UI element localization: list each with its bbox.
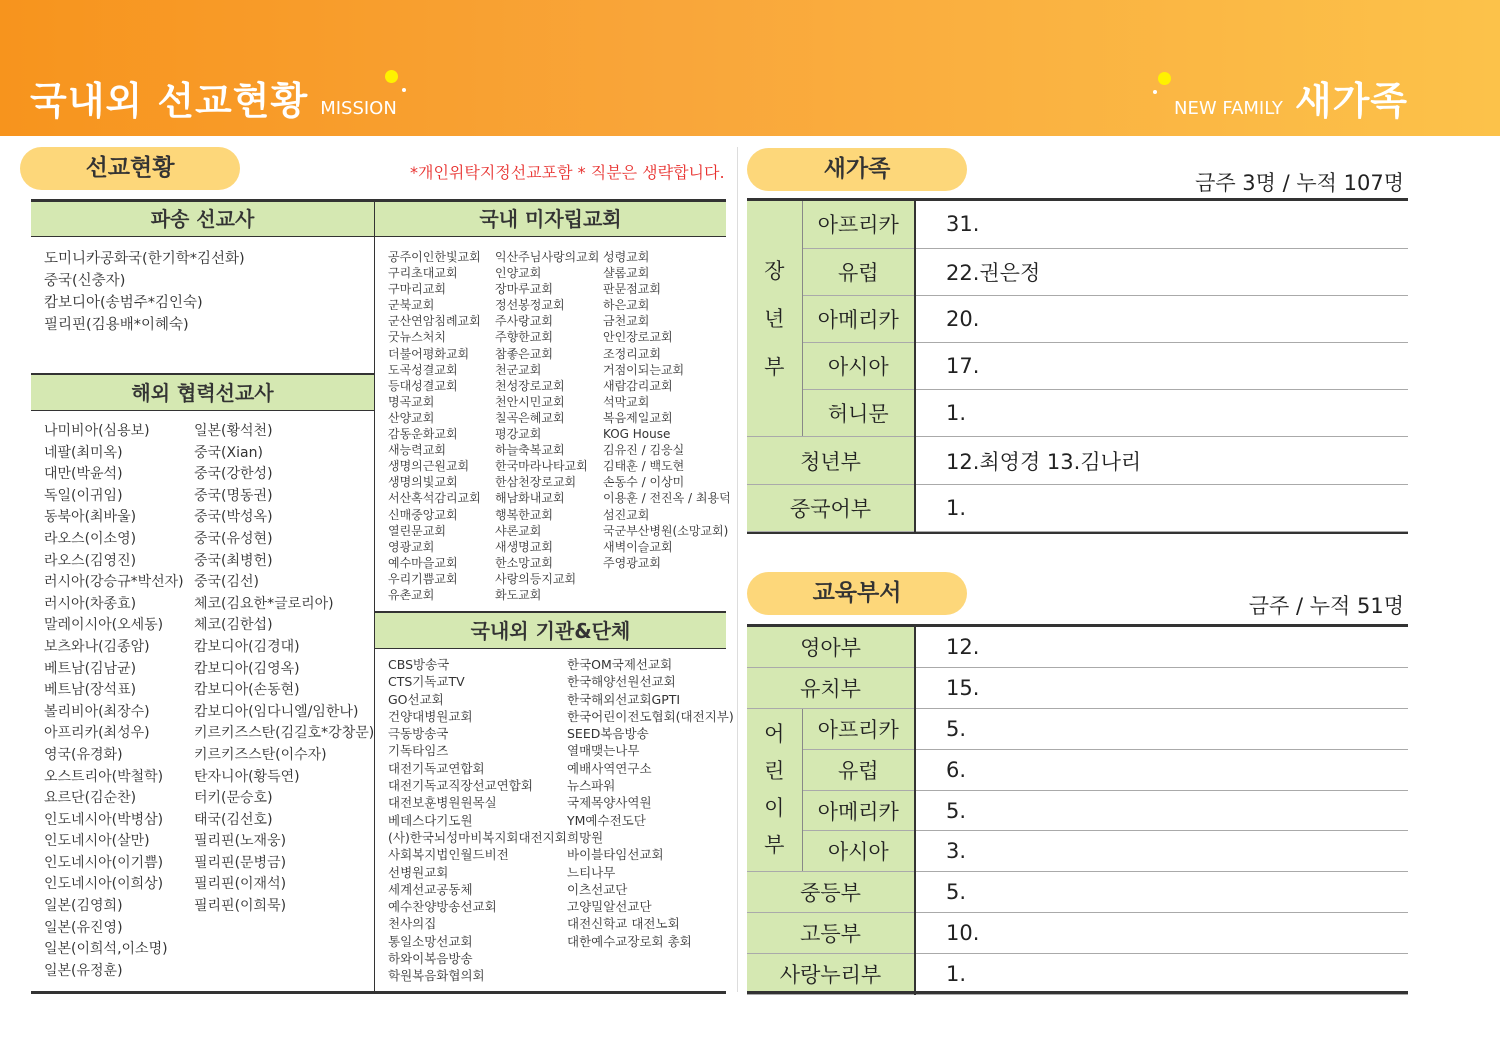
list-item: 인도네시아(이희상) <box>44 876 164 893</box>
list-item: 대전기독교연합회 <box>388 760 485 776</box>
list-item: 대한예수교장로회 총회 <box>567 933 692 949</box>
list-item: 요르단(김순찬) <box>44 790 137 807</box>
row-label: 아시아 <box>802 831 915 872</box>
list-item: 천성장로교회 <box>495 378 565 393</box>
list-item: 일본(김영희) <box>44 898 123 915</box>
list-item: 군북교회 <box>388 298 435 313</box>
list-item: 복음제일교회 <box>603 410 673 425</box>
list-item: 화도교회 <box>495 587 542 602</box>
list-item: 터키(문승호) <box>194 790 273 807</box>
list-item: 러시아(강승규*박선자) <box>44 574 184 591</box>
list-item: 샤론교회 <box>495 523 542 538</box>
list-item: 천사의집 <box>388 916 437 932</box>
list-item: 평강교회 <box>495 427 542 442</box>
list-item: 말레이시아(오세동) <box>44 617 164 634</box>
list-item: 일본(유진영) <box>44 919 123 936</box>
row-label: 중등부 <box>747 872 915 913</box>
row-value: 17. <box>915 343 1408 390</box>
list-item: 일본(이희석,이소명) <box>44 941 168 958</box>
list-item: 주영광교회 <box>603 555 661 570</box>
list-item: 중국(명동권) <box>194 487 273 504</box>
list-item: 신매중앙교회 <box>388 507 458 522</box>
list-item: YM예수전도단 <box>567 812 646 828</box>
row-label: 아메리카 <box>802 295 915 342</box>
newfamily-total: 금주 3명 / 누적 107명 <box>1195 171 1404 195</box>
list-item: 성령교회 <box>603 250 650 264</box>
list-item: 인도네시아(이기쁨) <box>44 854 164 871</box>
list-item: 김유진 / 김응실 <box>603 443 685 458</box>
list-item: 김태훈 / 백도현 <box>603 459 685 474</box>
table-row <box>747 343 1408 390</box>
yellow-dot-icon <box>385 70 398 83</box>
list-item: 탄자니아(황득연) <box>194 768 300 785</box>
row-label: 영아부 <box>747 627 915 668</box>
list-item: 명곡교회 <box>388 394 435 409</box>
list-item: 일본(황석천) <box>194 423 273 439</box>
list-item: GO선교회 <box>388 691 444 707</box>
list-item: 체코(김한섭) <box>194 617 273 634</box>
row-value: 31. <box>915 201 1408 248</box>
list-item: 등대성결교회 <box>388 378 458 393</box>
table-row <box>747 831 1408 872</box>
list-item: 고양밀알선교단 <box>567 899 652 915</box>
list-item: 베트남(장석표) <box>44 682 137 699</box>
list-item: 필리핀(문병금) <box>194 854 287 871</box>
list-item: 한국어린이전도협회(대전지부) <box>567 708 734 724</box>
row-value: 12. <box>915 627 1408 668</box>
list-item: 새생명교회 <box>495 539 553 554</box>
list-item: 건양대병원교회 <box>388 708 473 724</box>
list-item: 대전기독교직장선교연합회 <box>388 778 533 794</box>
list-item: 국군부산병원(소망교회) <box>603 523 729 538</box>
table-row <box>747 709 1408 750</box>
newfamily-pill: 새가족 <box>747 148 967 191</box>
row-value: 15. <box>915 668 1408 709</box>
table-row <box>747 437 1408 484</box>
list-item: 아프리카(최성우) <box>44 725 150 742</box>
table-row <box>747 668 1408 709</box>
list-item: 중국(신충자) <box>44 273 126 289</box>
list-item: 새능력교회 <box>388 443 446 458</box>
row-value: 1. <box>915 390 1408 437</box>
header-right <box>1174 70 1408 125</box>
list-item: 라오스(김영진) <box>44 552 137 569</box>
table-row <box>747 749 1408 790</box>
row-label: 청년부 <box>747 437 915 484</box>
list-item: 하늘축복교회 <box>495 443 565 458</box>
list-item: 필리핀(노재웅) <box>194 833 287 850</box>
row-value: 1. <box>915 484 1408 531</box>
list-item: 캄보디아(임다니엘/임한나) <box>194 703 359 720</box>
table-row <box>747 627 1408 668</box>
list-item: 바이블타임선교회 <box>567 847 664 863</box>
list-item: 국제목양사역원 <box>567 795 652 811</box>
mission-pill: 선교현황 <box>20 147 240 190</box>
list-item: 서산혹석감리교회 <box>388 491 481 506</box>
list-item: 인도네시아(살만) <box>44 833 150 850</box>
list-item: 대만(박윤석) <box>44 466 123 483</box>
list-item: 베데스다기도원 <box>388 812 473 828</box>
table-row <box>747 913 1408 954</box>
list-item: 학원복음화협의회 <box>388 968 485 984</box>
education-bottom-rule <box>747 991 1408 994</box>
list-item: 캄보디아(김경대) <box>194 638 300 655</box>
list-item: 하은교회 <box>603 298 650 313</box>
list-item: 중국(유성현) <box>194 530 273 547</box>
list-item: 구리초대교회 <box>388 266 458 281</box>
newfamily-bottom-rule <box>747 532 1408 534</box>
newfamily-table <box>747 201 1408 532</box>
list-item: 인양교회 <box>495 266 542 281</box>
list-item: 사회복지법인월드비전 <box>388 847 509 863</box>
list-item: CTS기독교TV <box>388 674 465 690</box>
table-row <box>747 484 1408 531</box>
list-item: 손동수 / 이상미 <box>603 475 685 490</box>
list-item: 한국마라나타교회 <box>495 459 588 474</box>
list-item: 새람감리교회 <box>603 378 673 393</box>
list-item: 산양교회 <box>388 410 435 425</box>
row-value: 5. <box>915 709 1408 750</box>
dispatch-list <box>44 248 245 336</box>
list-item: 세계선교공동체 <box>388 881 473 897</box>
row-label: 유럽 <box>802 749 915 790</box>
list-item: 행복한교회 <box>495 507 553 522</box>
list-item: 인도네시아(박병삼) <box>44 811 164 828</box>
domestic-list-2 <box>495 249 599 603</box>
vertical-char: 어 <box>764 722 785 747</box>
table-row <box>747 790 1408 831</box>
list-item: 거점이되는교회 <box>603 362 685 377</box>
list-item: 생명의빛교회 <box>388 475 458 490</box>
row-label: 허니문 <box>802 390 915 437</box>
list-item: 뉴스파워 <box>567 778 616 794</box>
list-item: 캄보디아(김영옥) <box>194 660 300 677</box>
small-dot-icon <box>1153 90 1157 94</box>
list-item: 도미니카공화국(한기학*김선화) <box>44 251 245 267</box>
vertical-char: 린 <box>764 759 785 784</box>
list-item: 키르키즈스탄(이수자) <box>194 746 327 763</box>
row-value: 6. <box>915 749 1408 790</box>
list-item: 동북아(최바울) <box>44 509 137 526</box>
row-label: 유치부 <box>747 668 915 709</box>
list-item: 중국(Xian) <box>194 444 263 461</box>
row-label: 아메리카 <box>802 790 915 831</box>
row-value: 3. <box>915 831 1408 872</box>
row-value: 5. <box>915 790 1408 831</box>
list-item: 금천교회 <box>603 314 650 329</box>
list-item: 캄보디아(송범주*김인숙) <box>44 295 203 311</box>
orgs-list-2 <box>567 656 734 950</box>
list-item: 나미비아(심용보) <box>44 423 150 439</box>
mission-note: *개인위탁지정선교포함 * 직분은 생략합니다. <box>410 163 725 182</box>
vertical-char: 부 <box>764 833 785 858</box>
list-item: 베트남(김남균) <box>44 660 137 677</box>
list-item: 도곡성결교회 <box>388 362 458 377</box>
list-item: 중국(강한성) <box>194 466 273 483</box>
list-item: 군산연암침례교회 <box>388 314 481 329</box>
vertical-char: 년 <box>764 306 785 331</box>
list-item: 필리핀(이재석) <box>194 876 287 893</box>
education-table <box>747 627 1408 995</box>
overseas-list-2 <box>194 421 374 918</box>
list-item: 대전보훈병원원목실 <box>388 795 497 811</box>
domestic-list-3 <box>603 249 731 571</box>
list-item: 정선봉정교회 <box>495 298 565 313</box>
list-item: 새벽이슬교회 <box>603 539 673 554</box>
table-row <box>747 953 1408 994</box>
list-item: 열린문교회 <box>388 523 446 538</box>
list-item: (사)한국뇌성마비복지회대전지회 <box>388 829 567 845</box>
list-item: 희망원 <box>567 829 604 845</box>
list-item: 샬롬교회 <box>603 266 650 281</box>
dispatch-header: 파송 선교사 <box>31 202 374 237</box>
list-item: 선병원교회 <box>388 864 449 880</box>
list-item: 일본(유정훈) <box>44 962 123 979</box>
row-label: 고등부 <box>747 913 915 954</box>
list-item: 예수찬양방송선교회 <box>388 899 497 915</box>
newfamily-subtitle: NEW FAMILY <box>1174 98 1283 119</box>
list-item: 사랑의등지교회 <box>495 571 577 586</box>
list-item: 공주이인한빛교회 <box>388 250 481 264</box>
row-label: 유럽 <box>802 248 915 295</box>
list-item: 천군교회 <box>495 362 542 377</box>
header-left <box>30 70 397 125</box>
list-item: 참좋은교회 <box>495 346 553 361</box>
list-item: 이츠선교단 <box>567 881 628 897</box>
orgs-list-1 <box>388 656 567 985</box>
mission-title: 국내외 선교현황 <box>30 79 309 123</box>
list-item: 극동방송국 <box>388 726 449 742</box>
list-item: 열매맺는나무 <box>567 743 640 759</box>
list-item: 장마루교회 <box>495 282 553 297</box>
list-item: 볼리비아(최장수) <box>44 703 150 720</box>
row-label: 아프리카 <box>802 201 915 248</box>
education-pill: 교육부서 <box>747 572 967 615</box>
list-item: 주향한교회 <box>495 330 553 345</box>
list-item: 중국(김선) <box>194 574 260 591</box>
row-value: 1. <box>915 953 1408 994</box>
list-item: 익산주님사랑의교회 <box>495 250 600 264</box>
table-row <box>747 201 1408 248</box>
vertical-char: 장 <box>764 258 785 283</box>
list-item: 조정리교회 <box>603 346 661 361</box>
list-item: 섬진교회 <box>603 507 650 522</box>
row-label: 중국어부 <box>747 484 915 531</box>
table-row <box>747 390 1408 437</box>
list-item: 보츠와나(김종암) <box>44 638 150 655</box>
list-item: 중국(최병헌) <box>194 552 273 569</box>
list-item: 대전신학교 대전노회 <box>567 916 680 932</box>
list-item: 캄보디아(손동현) <box>194 682 300 699</box>
list-item: 유촌교회 <box>388 587 435 602</box>
list-item: 칠곡은혜교회 <box>495 410 565 425</box>
overseas-header: 해외 협력선교사 <box>31 375 374 411</box>
education-total: 금주 / 누적 51명 <box>1248 594 1404 618</box>
list-item: 통일소망선교회 <box>388 933 473 949</box>
vertical-char: 부 <box>764 354 785 379</box>
list-item: 필리핀(김용배*이혜숙) <box>44 317 189 333</box>
list-item: 영국(유경화) <box>44 746 123 763</box>
list-item: 굿뉴스처치 <box>388 330 446 345</box>
mission-subtitle: MISSION <box>320 98 397 119</box>
list-item: 한국해양선원선교회 <box>567 674 676 690</box>
list-item: 하와이복음방송 <box>388 951 473 967</box>
table-row <box>747 248 1408 295</box>
children-group-label <box>747 709 802 872</box>
vertical-char: 이 <box>764 796 785 821</box>
list-item: 한소망교회 <box>495 555 553 570</box>
list-item: 예배사역연구소 <box>567 760 652 776</box>
table-row <box>747 295 1408 342</box>
list-item: 필리핀(이희묵) <box>194 898 287 915</box>
list-item: 우리기쁨교회 <box>388 571 458 586</box>
yellow-dot-icon <box>1158 72 1171 85</box>
list-item: 판문점교회 <box>603 282 661 297</box>
page-header <box>0 0 1500 136</box>
list-item: 네팔(최미옥) <box>44 444 123 461</box>
list-item: 더불어평화교회 <box>388 346 470 361</box>
list-item: 감동운화교회 <box>388 427 458 442</box>
list-item: 예수마을교회 <box>388 555 458 570</box>
list-item: 이용훈 / 전진옥 / 최용덕 <box>603 491 731 506</box>
orgs-header: 국내외 기관&단체 <box>375 613 726 649</box>
list-item: 안인장로교회 <box>603 330 673 345</box>
row-value: 10. <box>915 913 1408 954</box>
overseas-list-1 <box>44 421 184 982</box>
list-item: 느티나무 <box>567 864 616 880</box>
list-item: 오스트리아(박철학) <box>44 768 164 785</box>
page-divider <box>737 147 738 992</box>
list-item: 체코(김요한*글로리아) <box>194 595 334 612</box>
list-item: 태국(김선호) <box>194 811 273 828</box>
list-item: 한삼천장로교회 <box>495 475 577 490</box>
row-label: 아프리카 <box>802 709 915 750</box>
table-row <box>747 872 1408 913</box>
list-item: 라오스(이소영) <box>44 530 137 547</box>
youth-group-label <box>747 201 802 437</box>
domestic-header: 국내 미자립교회 <box>375 202 726 237</box>
list-item: 독일(이귀임) <box>44 487 123 504</box>
list-item: 기독타임즈 <box>388 743 449 759</box>
row-label: 아시아 <box>802 343 915 390</box>
bottom-rule <box>31 991 726 994</box>
list-item: 석막교회 <box>603 394 650 409</box>
list-item: 한국해외선교회GPTI <box>567 691 681 707</box>
row-value: 20. <box>915 295 1408 342</box>
list-item: 천안시민교회 <box>495 394 565 409</box>
list-item: CBS방송국 <box>388 657 450 672</box>
row-label: 사랑누리부 <box>747 953 915 994</box>
small-dot-icon <box>402 88 406 92</box>
list-item: 한국OM국제선교회 <box>567 657 673 672</box>
list-item: 러시아(차종효) <box>44 595 137 612</box>
list-item: KOG House <box>603 427 671 442</box>
row-value: 5. <box>915 872 1408 913</box>
list-item: SEED복음방송 <box>567 726 649 742</box>
list-item: 생명의근원교회 <box>388 459 470 474</box>
list-item: 구마리교회 <box>388 282 446 297</box>
list-item: 중국(박성옥) <box>194 509 273 526</box>
row-value: 12.최영경 13.김나리 <box>915 437 1408 484</box>
list-item: 해남화내교회 <box>495 491 565 506</box>
domestic-list-1 <box>388 249 481 603</box>
list-item: 영광교회 <box>388 539 435 554</box>
list-item: 키르키즈스탄(김길호*강창문) <box>194 725 375 742</box>
newfamily-title: 새가족 <box>1294 79 1408 123</box>
list-item: 주사랑교회 <box>495 314 553 329</box>
row-value: 22.권은정 <box>915 248 1408 295</box>
